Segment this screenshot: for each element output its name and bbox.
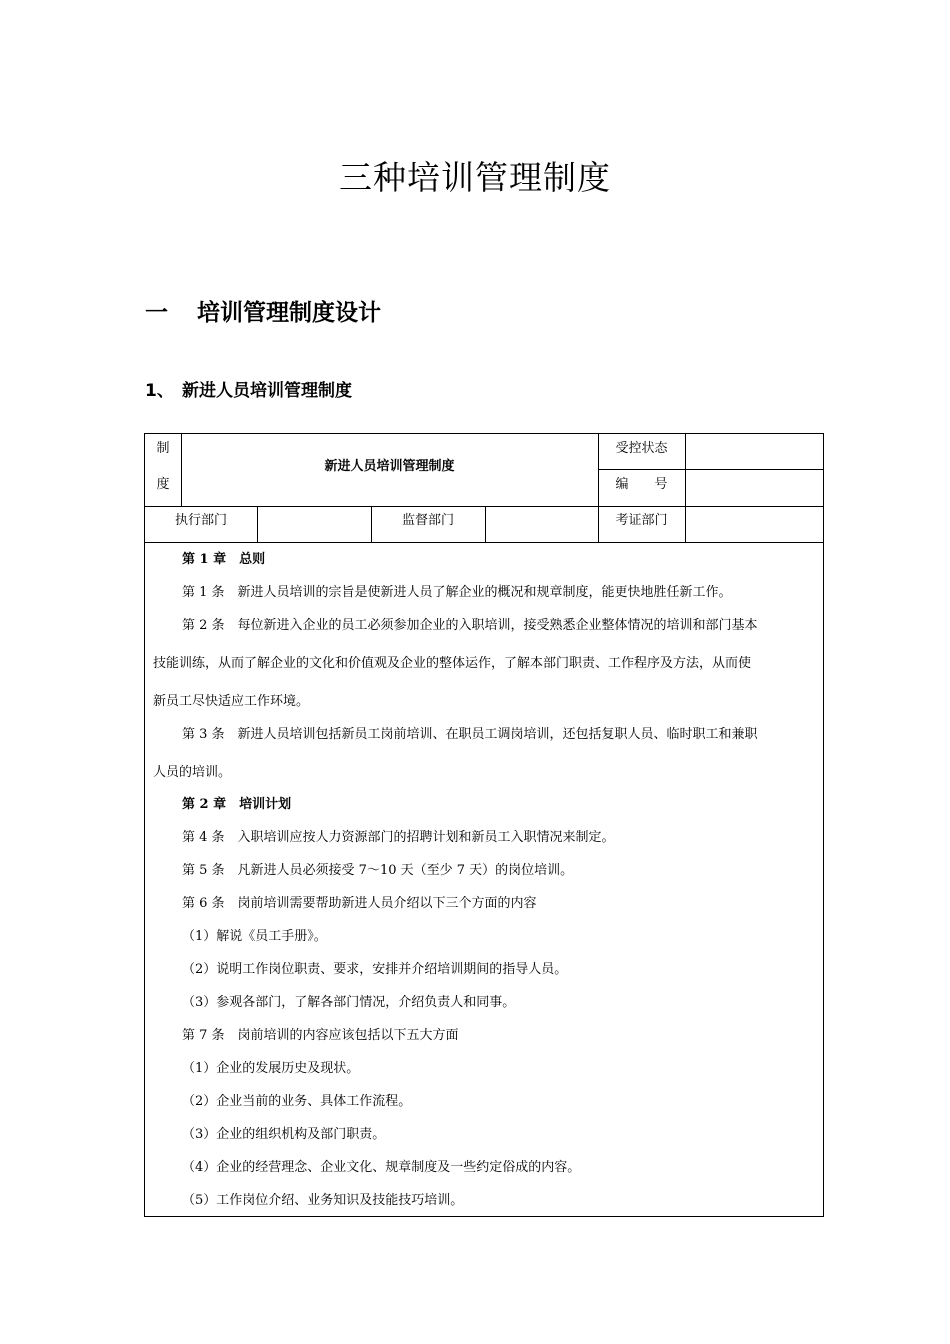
label-zhi: 制	[156, 441, 170, 456]
article-line: 新员工尽快适应工作环境。	[153, 694, 310, 709]
grid-line	[485, 506, 486, 542]
page-title: 三种培训管理制度	[339, 158, 611, 197]
status-label: 受控状态	[615, 441, 668, 456]
supervise-dept-label: 监督部门	[401, 513, 454, 528]
chapter-heading: 第 2 章 培训计划	[182, 797, 292, 812]
chapter-heading: 第 1 章 总则	[182, 552, 266, 567]
subsection-number: 1、	[145, 381, 174, 401]
list-item: （4）企业的经营理念、企业文化、规章制度及一些约定俗成的内容。	[182, 1160, 581, 1175]
list-item: （1）解说《员工手册》。	[182, 929, 327, 944]
grid-line	[257, 506, 258, 542]
section-number: 一	[145, 300, 168, 326]
article-line: 第 6 条 岗前培训需要帮助新进人员介绍以下三个方面的内容	[182, 896, 537, 911]
article-line: 人员的培训。	[153, 765, 232, 780]
subsection-title: 新进人员培训管理制度	[182, 381, 352, 401]
policy-name: 新进人员培训管理制度	[324, 459, 455, 474]
grid-line	[598, 469, 824, 470]
policy-table	[144, 433, 824, 1217]
list-item: （2）说明工作岗位职责、要求，安排并介绍培训期间的指导人员。	[182, 962, 568, 977]
list-item: （2）企业当前的业务、具体工作流程。	[182, 1094, 412, 1109]
list-item: （3）参观各部门，了解各部门情况，介绍负责人和同事。	[182, 995, 516, 1010]
section-title: 培训管理制度设计	[197, 300, 381, 326]
exec-dept-label: 执行部门	[174, 513, 227, 528]
article-line: 第 4 条 入职培训应按人力资源部门的招聘计划和新员工入职情况来制定。	[182, 830, 615, 845]
grid-line	[145, 506, 824, 507]
subsection-heading	[145, 376, 352, 401]
article-line: 第 1 条 新进人员培训的宗旨是使新进人员了解企业的概况和规章制度，能更快地胜任新工作。	[182, 585, 732, 600]
article-line: 第 3 条 新进人员培训包括新员工岗前培训、在职员工调岗培训，还包括复职人员、临时职工和兼职	[182, 727, 758, 742]
article-line: 第 5 条 凡新进人员必须接受 7～10 天（至少 7 天）的岗位培训。	[182, 863, 574, 878]
section-heading	[145, 294, 381, 327]
number-label: 编 号	[615, 477, 668, 492]
article-line: 第 7 条 岗前培训的内容应该包括以下五大方面	[182, 1028, 459, 1043]
article-line: 技能训练，从而了解企业的文化和价值观及企业的整体运作，了解本部门职责、工作程序及方法，从而使	[153, 656, 752, 671]
label-du: 度	[156, 477, 170, 492]
list-item: （5）工作岗位介绍、业务知识及技能技巧培训。	[182, 1193, 464, 1208]
list-item: （3）企业的组织机构及部门职责。	[182, 1127, 386, 1142]
verify-dept-label: 考证部门	[615, 513, 668, 528]
article-line: 第 2 条 每位新进入企业的员工必须参加企业的入职培训，接受熟悉企业整体情况的培训和部门基本	[182, 618, 758, 633]
grid-line	[145, 542, 824, 543]
grid-line	[685, 434, 686, 542]
list-item: （1）企业的发展历史及现状。	[182, 1061, 360, 1076]
